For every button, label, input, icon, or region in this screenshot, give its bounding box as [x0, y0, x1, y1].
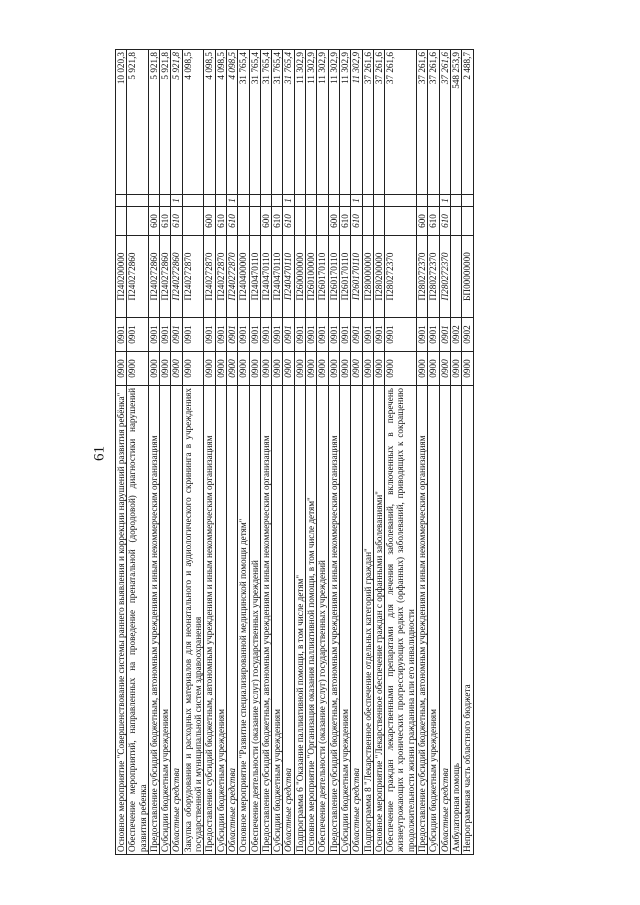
- table-row: [283, 50, 294, 855]
- table-row: [373, 50, 384, 855]
- row-source-mark: [417, 195, 428, 207]
- row-name: Областные средства: [351, 386, 362, 855]
- row-expense-type: 610: [160, 207, 171, 236]
- row-target-article: П280000000: [362, 236, 373, 318]
- row-source-mark: 1: [283, 195, 294, 207]
- row-amount: 2 488,7: [462, 50, 473, 195]
- row-source-mark: [160, 195, 171, 207]
- row-amount: 37 261,6: [428, 50, 439, 195]
- row-amount: 11 302,9: [328, 50, 339, 195]
- row-source-mark: [339, 195, 350, 207]
- table-row: [272, 50, 283, 855]
- row-amount: 11 302,9: [306, 50, 317, 195]
- row-expense-type: 610: [351, 207, 362, 236]
- row-section: 0900: [339, 352, 350, 386]
- row-section: 0900: [385, 352, 417, 386]
- table-row: [439, 50, 450, 855]
- row-target-article: П260100000: [306, 236, 317, 318]
- row-name: Субсидии бюджетным учреждениям: [272, 386, 283, 855]
- row-amount: 548 253,9: [450, 50, 461, 195]
- row-target-article: П240400000: [238, 236, 249, 318]
- row-source-mark: [362, 195, 373, 207]
- row-amount: 31 765,4: [249, 50, 260, 195]
- row-expense-type: 600: [260, 207, 271, 236]
- row-name: Предоставление субсидий бюджетным, автономным учреждениям и иным некоммерческим организациям: [148, 386, 159, 855]
- table-row: [171, 50, 182, 855]
- rotated-table-wrapper: [115, 50, 624, 855]
- row-name: Субсидии бюджетным учреждениям: [428, 386, 439, 855]
- row-name: Обеспечение деятельности (оказание услуг) государственных учреждений: [249, 386, 260, 855]
- row-section: 0900: [317, 352, 328, 386]
- row-target-article: П280200000: [373, 236, 384, 318]
- row-section: 0900: [417, 352, 428, 386]
- table-row: [249, 50, 260, 855]
- row-source-mark: [249, 195, 260, 207]
- row-target-article: П260170110: [339, 236, 350, 318]
- row-target-article: П240272860: [160, 236, 171, 318]
- row-expense-type: [116, 207, 127, 236]
- row-amount: 4 098,5: [204, 50, 215, 195]
- row-target-article: П240470110: [249, 236, 260, 318]
- row-expense-type: [294, 207, 305, 236]
- row-section: 0900: [283, 352, 294, 386]
- table-row: [462, 50, 473, 855]
- row-subsection: 0901: [272, 318, 283, 352]
- row-expense-type: [373, 207, 384, 236]
- table-row: [204, 50, 215, 855]
- row-section: 0900: [450, 352, 461, 386]
- row-expense-type: 610: [272, 207, 283, 236]
- row-section: 0900: [127, 352, 149, 386]
- row-subsection: 0901: [428, 318, 439, 352]
- row-expense-type: 600: [417, 207, 428, 236]
- table-row: [215, 50, 226, 855]
- row-source-mark: [238, 195, 249, 207]
- row-target-article: П260170110: [328, 236, 339, 318]
- row-expense-type: 610: [171, 207, 182, 236]
- row-subsection: 0901: [439, 318, 450, 352]
- row-source-mark: [182, 195, 204, 207]
- row-expense-type: [238, 207, 249, 236]
- row-section: 0900: [116, 352, 127, 386]
- row-source-mark: [127, 195, 149, 207]
- row-amount: 31 765,4: [283, 50, 294, 195]
- row-section: 0900: [249, 352, 260, 386]
- row-amount: 5 921,8: [160, 50, 171, 195]
- row-source-mark: [116, 195, 127, 207]
- table-row: [362, 50, 373, 855]
- row-name: Областные средства: [171, 386, 182, 855]
- row-source-mark: [385, 195, 417, 207]
- row-subsection: 0901: [317, 318, 328, 352]
- row-source-mark: 1: [351, 195, 362, 207]
- row-subsection: 0901: [339, 318, 350, 352]
- table-row: [385, 50, 417, 855]
- row-expense-type: [317, 207, 328, 236]
- row-target-article: П240470110: [260, 236, 271, 318]
- row-amount: 31 765,4: [260, 50, 271, 195]
- row-target-article: П260170110: [351, 236, 362, 318]
- row-name: Предоставление субсидий бюджетным, автономным учреждениям и иным некоммерческим организациям: [417, 386, 428, 855]
- row-amount: 10 020,3: [116, 50, 127, 195]
- row-amount: 11 302,9: [294, 50, 305, 195]
- budget-table-body: [116, 50, 474, 855]
- row-amount: 4 098,5: [226, 50, 237, 195]
- row-section: 0900: [439, 352, 450, 386]
- row-amount: 5 921,8: [127, 50, 149, 195]
- table-row: [160, 50, 171, 855]
- row-target-article: П280272370: [385, 236, 417, 318]
- row-source-mark: [294, 195, 305, 207]
- row-name: Подпрограмма 8 "Лекарственное обеспечение отдельных категорий граждан": [362, 386, 373, 855]
- row-expense-type: [385, 207, 417, 236]
- row-source-mark: [428, 195, 439, 207]
- row-expense-type: [450, 207, 461, 236]
- row-section: 0900: [204, 352, 215, 386]
- row-name: Основное мероприятие "Развитие специализированной медицинской помощи детям": [238, 386, 249, 855]
- row-amount: 5 921,8: [171, 50, 182, 195]
- row-name: Обеспечение деятельности (оказание услуг) государственных учреждений: [317, 386, 328, 855]
- table-row: [116, 50, 127, 855]
- table-row: [238, 50, 249, 855]
- row-section: 0900: [226, 352, 237, 386]
- table-row: [226, 50, 237, 855]
- row-amount: 11 302,9: [317, 50, 328, 195]
- row-source-mark: [306, 195, 317, 207]
- table-row: [450, 50, 461, 855]
- row-subsection: 0901: [116, 318, 127, 352]
- row-name: Субсидии бюджетным учреждениям: [215, 386, 226, 855]
- row-section: 0900: [428, 352, 439, 386]
- row-expense-type: 610: [439, 207, 450, 236]
- row-section: 0900: [215, 352, 226, 386]
- row-section: 0900: [260, 352, 271, 386]
- row-expense-type: 610: [339, 207, 350, 236]
- row-expense-type: 600: [328, 207, 339, 236]
- row-subsection: 0901: [226, 318, 237, 352]
- row-section: 0900: [328, 352, 339, 386]
- row-subsection: 0901: [362, 318, 373, 352]
- row-amount: 37 261,6: [362, 50, 373, 195]
- row-target-article: П240272860: [127, 236, 149, 318]
- row-subsection: 0901: [249, 318, 260, 352]
- row-name: Субсидии бюджетным учреждениям: [339, 386, 350, 855]
- row-name: Основное мероприятие "Совершенствование системы раннего выявления и коррекции нарушений развития ребёнка": [116, 386, 127, 855]
- row-amount: 5 921,8: [148, 50, 159, 195]
- row-subsection: 0901: [417, 318, 428, 352]
- row-name: Областные средства: [226, 386, 237, 855]
- row-section: 0900: [272, 352, 283, 386]
- row-subsection: 0902: [450, 318, 461, 352]
- row-target-article: П280272370: [439, 236, 450, 318]
- row-section: 0900: [238, 352, 249, 386]
- row-name: Субсидии бюджетным учреждениям: [160, 386, 171, 855]
- budget-table: [115, 49, 474, 855]
- row-target-article: П240200000: [116, 236, 127, 318]
- row-source-mark: [148, 195, 159, 207]
- row-source-mark: [204, 195, 215, 207]
- row-source-mark: [450, 195, 461, 207]
- table-row: [328, 50, 339, 855]
- row-source-mark: [317, 195, 328, 207]
- row-expense-type: [362, 207, 373, 236]
- row-subsection: 0902: [462, 318, 473, 352]
- row-name: Областные средства: [439, 386, 450, 855]
- table-row: [351, 50, 362, 855]
- row-target-article: П240470110: [272, 236, 283, 318]
- row-amount: 4 098,5: [215, 50, 226, 195]
- row-name: Подпрограмма 6 "Оказание паллиативной помощи, в том числе детям": [294, 386, 305, 855]
- row-subsection: 0901: [160, 318, 171, 352]
- row-source-mark: [373, 195, 384, 207]
- row-subsection: 0901: [260, 318, 271, 352]
- row-expense-type: 610: [428, 207, 439, 236]
- row-target-article: П240272870: [204, 236, 215, 318]
- row-subsection: 0901: [294, 318, 305, 352]
- table-row: [417, 50, 428, 855]
- row-source-mark: 1: [226, 195, 237, 207]
- row-amount: 31 765,4: [272, 50, 283, 195]
- table-row: [306, 50, 317, 855]
- row-subsection: 0901: [238, 318, 249, 352]
- row-section: 0900: [160, 352, 171, 386]
- row-name: Предоставление субсидий бюджетным, автономным учреждениям и иным некоммерческим организациям: [204, 386, 215, 855]
- row-section: 0900: [171, 352, 182, 386]
- row-target-article: П240272870: [215, 236, 226, 318]
- row-amount: 11 302,9: [339, 50, 350, 195]
- row-subsection: 0901: [148, 318, 159, 352]
- row-target-article: П240272860: [171, 236, 182, 318]
- row-source-mark: [462, 195, 473, 207]
- row-expense-type: [306, 207, 317, 236]
- row-amount: 11 302,9: [351, 50, 362, 195]
- row-source-mark: 1: [171, 195, 182, 207]
- row-expense-type: 610: [226, 207, 237, 236]
- row-expense-type: 600: [148, 207, 159, 236]
- row-name: Основное мероприятие "Организация оказания паллиативной помощи, в том числе детям": [306, 386, 317, 855]
- row-target-article: П260000000: [294, 236, 305, 318]
- row-subsection: 0901: [328, 318, 339, 352]
- row-subsection: 0901: [127, 318, 149, 352]
- row-section: 0900: [373, 352, 384, 386]
- page-number: 61: [91, 446, 108, 461]
- row-expense-type: [182, 207, 204, 236]
- row-source-mark: [328, 195, 339, 207]
- row-target-article: П240272870: [226, 236, 237, 318]
- row-name: Основное мероприятие "Лекарственное обеспечение граждан с орфанными заболеваниями": [373, 386, 384, 855]
- table-row: [260, 50, 271, 855]
- row-amount: 37 261,6: [373, 50, 384, 195]
- row-amount: 31 765,4: [238, 50, 249, 195]
- row-source-mark: 1: [439, 195, 450, 207]
- row-section: 0900: [362, 352, 373, 386]
- row-section: 0900: [351, 352, 362, 386]
- row-subsection: 0901: [204, 318, 215, 352]
- row-target-article: П280272370: [428, 236, 439, 318]
- row-subsection: 0901: [385, 318, 417, 352]
- row-amount: 4 098,5: [182, 50, 204, 195]
- row-target-article: БП00000000: [462, 236, 473, 318]
- row-subsection: 0901: [373, 318, 384, 352]
- row-subsection: 0901: [351, 318, 362, 352]
- row-source-mark: [215, 195, 226, 207]
- row-section: 0900: [294, 352, 305, 386]
- table-row: [317, 50, 328, 855]
- row-name: Амбулаторная помощь: [450, 386, 461, 855]
- row-subsection: 0901: [283, 318, 294, 352]
- row-amount: 37 261,6: [385, 50, 417, 195]
- table-row: [428, 50, 439, 855]
- table-row: [148, 50, 159, 855]
- row-source-mark: [272, 195, 283, 207]
- row-expense-type: [127, 207, 149, 236]
- row-subsection: 0901: [215, 318, 226, 352]
- row-target-article: П280272370: [417, 236, 428, 318]
- row-expense-type: 600: [204, 207, 215, 236]
- row-subsection: 0901: [171, 318, 182, 352]
- row-section: 0900: [148, 352, 159, 386]
- row-amount: 37 261,6: [417, 50, 428, 195]
- table-row: [339, 50, 350, 855]
- row-target-article: П260170110: [317, 236, 328, 318]
- table-row: [182, 50, 204, 855]
- row-name: Областные средства: [283, 386, 294, 855]
- row-target-article: [450, 236, 461, 318]
- row-target-article: П240470110: [283, 236, 294, 318]
- row-subsection: 0901: [306, 318, 317, 352]
- row-expense-type: [249, 207, 260, 236]
- row-amount: 37 261,6: [439, 50, 450, 195]
- table-row: [127, 50, 149, 855]
- row-section: 0900: [182, 352, 204, 386]
- row-name: Предоставление субсидий бюджетным, автономным учреждениям и иным некоммерческим организациям: [260, 386, 271, 855]
- row-section: 0900: [462, 352, 473, 386]
- row-name: Предоставление субсидий бюджетным, автономным учреждениям и иным некоммерческим организациям: [328, 386, 339, 855]
- row-name: Непрограммная часть областного бюджета: [462, 386, 473, 855]
- row-expense-type: 610: [283, 207, 294, 236]
- row-expense-type: [462, 207, 473, 236]
- row-subsection: 0901: [182, 318, 204, 352]
- row-name: Обеспечение граждан лекарственными препаратами для лечения заболеваний, включенных в перечень жизнеугрожающих и хронических прогрессирующих редких (орфанных) заболеваний, приводящих к сокращению продолжительности жизни гражданина или его инвалидности: [385, 386, 417, 855]
- row-name: Закупка оборудования и расходных материалов для неонатального и аудиологического скрининга в учреждениях государственной и муниципальной систем здравоохранения: [182, 386, 204, 855]
- table-row: [294, 50, 305, 855]
- row-name: Обеспечение мероприятий, направленных на проведение пренатальной (дородовой) диагностики нарушений развития ребенка: [127, 386, 149, 855]
- row-section: 0900: [306, 352, 317, 386]
- row-target-article: П240272870: [182, 236, 204, 318]
- row-target-article: П240272860: [148, 236, 159, 318]
- row-source-mark: [260, 195, 271, 207]
- row-expense-type: 610: [215, 207, 226, 236]
